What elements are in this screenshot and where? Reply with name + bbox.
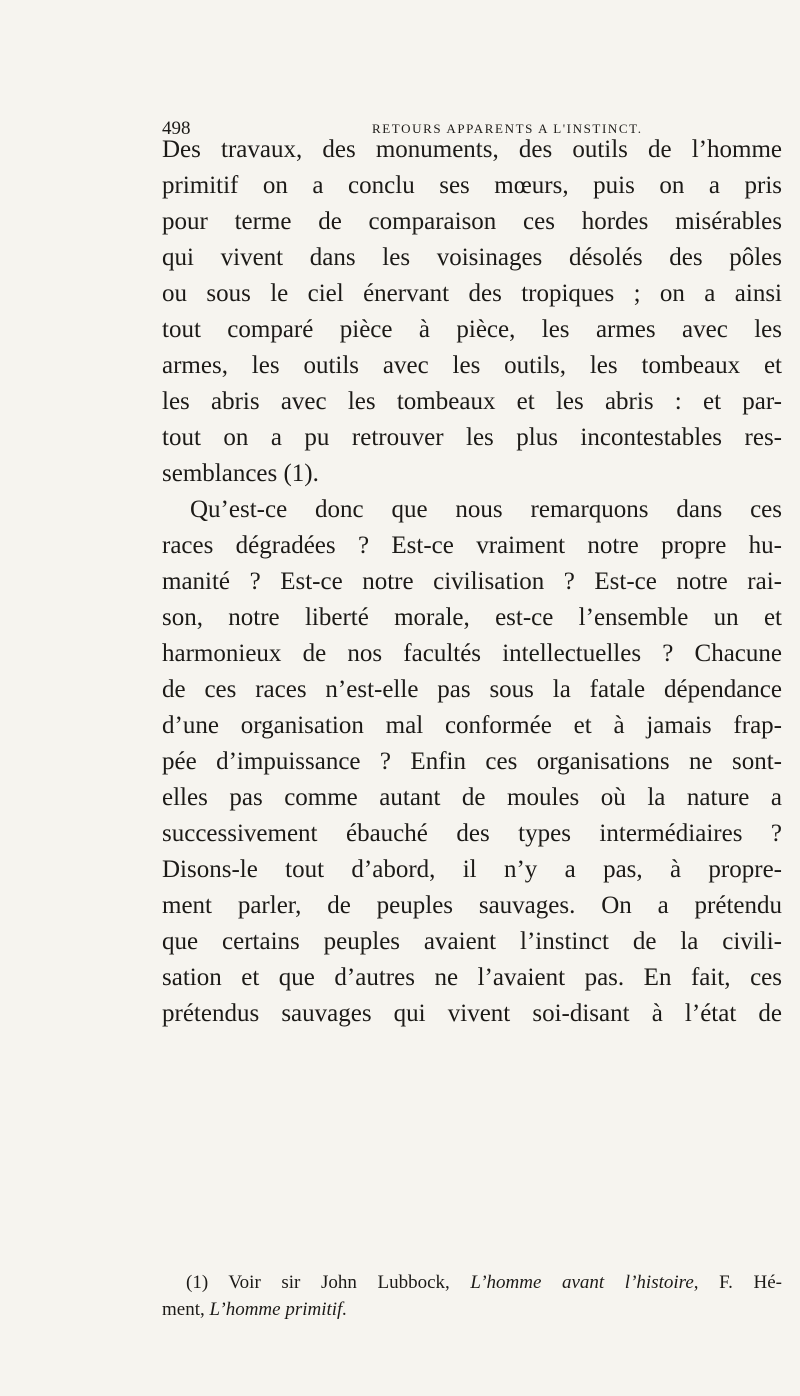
text-line: ou sous le ciel énervant des tropiques ; on a ainsi [162,280,782,307]
text-line: primitif on a conclu ses mœurs, puis on a pris [162,172,782,199]
text-line: elles pas comme autant de moules où la nature a [162,784,782,811]
footnote-text: ment, [162,1299,210,1320]
text-line: harmonieux de nos facultés intellectuelles ? Chacune [162,640,782,667]
running-head: RETOURS APPARENTS A L'INSTINCT. [372,121,643,136]
text-line: races dégradées ? Est-ce vraiment notre propre hu- [162,532,782,559]
text-line: ment parler, de peuples sauvages. On a prétendu [162,892,782,919]
text-line: pour terme de comparaison ces hordes misérables [162,208,782,235]
text-line: Des travaux, des monuments, des outils de l’homme [162,136,782,163]
text-line: manité ? Est-ce notre civilisation ? Est-ce notre rai- [162,568,782,595]
footnote-line [162,1296,782,1323]
text-line: tout comparé pièce à pièce, les armes avec les [162,316,782,343]
page-number: 498 [162,118,191,139]
text-line: prétendus sauvages qui vivent soi-disant à l’état de [162,1000,782,1027]
text-line: tout on a pu retrouver les plus incontestables res- [162,424,782,451]
footnote-line [162,1269,782,1296]
paragraph-start-line: Qu’est-ce donc que nous remarquons dans ces [190,496,782,523]
text-line: que certains peuples avaient l’instinct de la civili- [162,928,782,955]
text-line: son, notre liberté morale, est-ce l’ensemble un et [162,604,782,631]
footnote-text: (1) Voir sir John Lubbock, [186,1272,471,1293]
text-line: d’une organisation mal conformée et à jamais frap- [162,712,782,739]
footnote-text: , F. Hé- [693,1272,782,1293]
text-line: semblances (1). [162,460,319,487]
text-line: de ces races n’est-elle pas sous la fatale dépendance [162,676,782,703]
footnote-book-title: L’homme primitif. [209,1299,348,1320]
text-line: Disons-le tout d’abord, il n’y a pas, à propre- [162,856,782,883]
text-line: armes, les outils avec les outils, les tombeaux et [162,352,782,379]
text-line: pée d’impuissance ? Enfin ces organisations ne sont- [162,748,782,775]
footnote-book-title: L’homme avant l’histoire [470,1272,694,1293]
text-line: qui vivent dans les voisinages désolés des pôles [162,244,782,271]
text-line: successivement ébauché des types intermédiaires ? [162,820,782,847]
footnote [162,1269,782,1323]
text-line: les abris avec les tombeaux et les abris : et par- [162,388,782,415]
body-text [162,132,782,1032]
text-line: sation et que d’autres ne l’avaient pas. En fait, ces [162,964,782,991]
